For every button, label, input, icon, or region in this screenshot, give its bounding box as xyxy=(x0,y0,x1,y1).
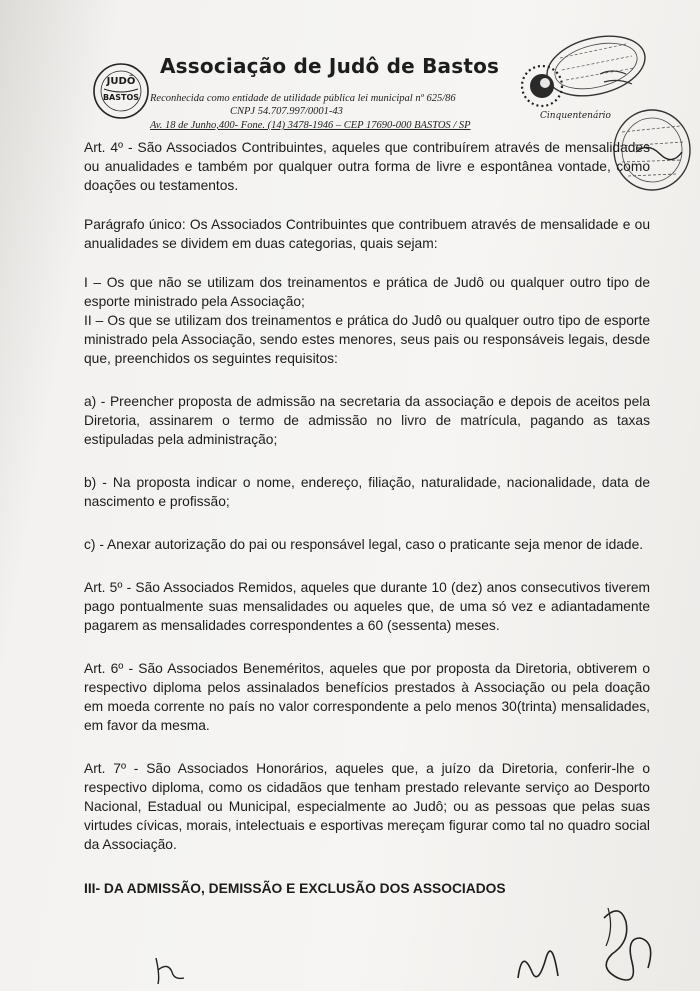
article-7: Art. 7º - São Associados Honorários, aqueles que, a juízo da Diretoria, conferir-lhe o respectivo diploma, como os cidadãos que tenham prestado relevante serviço ao Desporto Nacional, Estadual ou Municipal, especialmente ao Judô; ou as pessoas que pelas suas virtudes cívicas, morais, intelectuais e esportivas mereçam figurar como tal no quadro social da Associação. xyxy=(84,761,650,852)
address-line: Av. 18 de Junho,400- Fone. (14) 3478-1946 – CEP 17690-000 BASTOS / SP xyxy=(150,120,471,131)
recognition-line: Reconhecida como entidade de utilidade pública lei municipal nº 625/86 xyxy=(150,93,456,104)
item-c: c) - Anexar autorização do pai ou responsável legal, caso o praticante seja menor de idade. xyxy=(84,537,644,552)
item-i: I – Os que não se utilizam dos treinamentos e prática de Judô ou qualquer outro tipo de esporte ministrado pela Associação; xyxy=(84,275,650,309)
organization-name: Associação de Judô de Bastos xyxy=(160,54,500,78)
article-4: Art. 4º - São Associados Contribuintes, aqueles que contribuírem através de mensalidades ou anualidades e também por qualquer outra forma de livre e espontânea vontade, como doações ou testamentos. xyxy=(84,140,650,193)
cnpj-line: CNPJ 54.707.997/0001-43 xyxy=(230,106,343,117)
svg-text:JUDÔ: JUDÔ xyxy=(106,76,136,87)
item-a: a) - Preencher proposta de admissão na secretaria da associação e depois de aceitos pela Diretoria, assinarem o termo de admissão no livro de matrícula, pagando as taxas estipuladas pela administração; xyxy=(84,394,650,447)
svg-text:BASTOS: BASTOS xyxy=(102,93,140,102)
article-5: Art. 5º - São Associados Remidos, aqueles que durante 10 (dez) anos consecutivos tiverem pago pontualmente suas mensalidades ou aqueles que, de uma só vez e adiantadamente pagarem as mensalidades correspondentes a 60 (sessenta) meses. xyxy=(84,580,650,633)
item-ii: II – Os que se utilizam dos treinamentos e prática do Judô ou qualquer outro tipo de esporte ministrado pela Associação, sendo estes menores, seus pais ou responsáveis legais, desde que, preenchidos os seguintes requisitos: xyxy=(84,313,650,366)
signature-right xyxy=(508,898,668,991)
document-body xyxy=(84,138,650,854)
svg-text:Cinquentenário: Cinquentenário xyxy=(540,111,611,121)
judo-logo xyxy=(92,62,150,120)
article-6: Art. 6º - São Associados Beneméritos, aqueles que por proposta da Diretoria, obtiverem o respectivo diploma pelos assinalados benefícios prestados à Associação ou pela doação em moeda corrente no país no valor correspondente a pelo menos 30(trinta) mensalidades, em favor da mesma. xyxy=(84,661,650,733)
initials-left xyxy=(150,952,190,988)
paragrafo-unico: Parágrafo único: Os Associados Contribuintes que contribuem através de mensalidade e ou anualidades se dividem em duas categorias, quais sejam: xyxy=(84,217,650,251)
section-heading: III- DA ADMISSÃO, DEMISSÃO E EXCLUSÃO DOS ASSOCIADOS xyxy=(84,881,506,896)
item-b: b) - Na proposta indicar o nome, endereço, filiação, naturalidade, nacionalidade, data de nascimento e profissão; xyxy=(84,475,650,509)
